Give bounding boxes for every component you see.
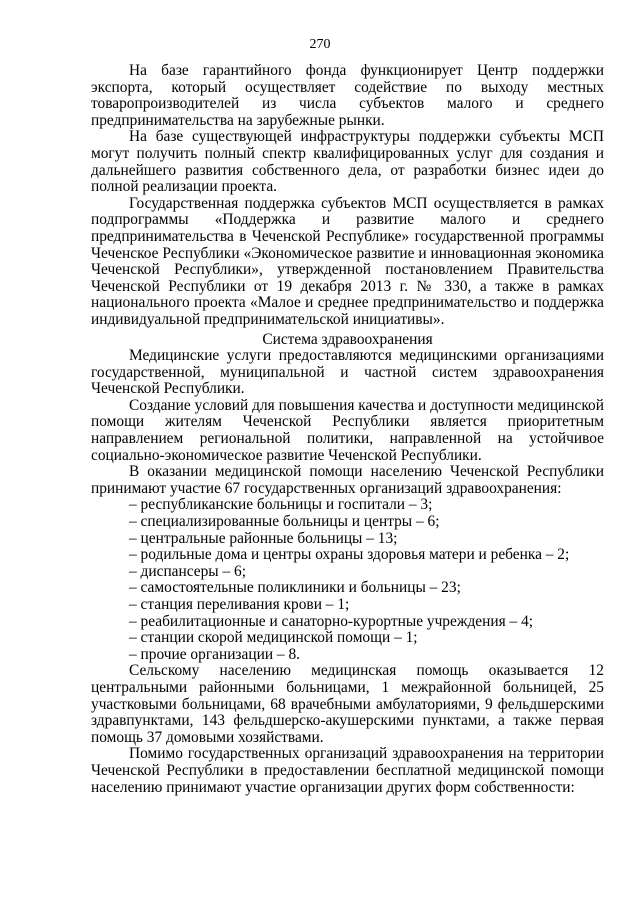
- paragraph-state-organizations: В оказании медицинской помощи населению Чеченской Республики принимают участие 67 государственных организаций здравоохранения:: [91, 463, 604, 497]
- section-heading-healthcare: Система здравоохранения: [262, 330, 433, 348]
- list-item: – самостоятельные поликлиники и больницы – 23;: [129, 579, 461, 597]
- organizations-list: [91, 497, 604, 663]
- paragraph-state-support-program: Государственная поддержка субъектов МСП осуществляется в рамках подпрограммы «Поддержка и развитие малого и среднего предпринимательства в Чеченской Республике» государственной программы Чеченское Республики «Экономическое развитие и инновационная экономика Чеченской Республики», утвержденной постановлением Правительства Чеченской Республики от 19 декабря 2013 г. № 330, а также в рамках национального проекта «Малое и среднее предпринимательство и поддержка индивидуальной предпринимательской инициативы».: [91, 194, 604, 328]
- paragraph-quality-accessibility: Создание условий для повышения качества и доступности медицинской помощи жителям Чеченской Республики является приоритетным направлением региональной политики, направленной на устойчивое социально-экономическое развитие Чеченской Республики.: [91, 396, 604, 464]
- list-item: – станция переливания крови – 1;: [129, 596, 350, 613]
- paragraph-medical-services: Медицинские услуги предоставляются медицинскими организациями государственной, муниципальной и частной систем здравоохранения Чеченской Республики.: [91, 347, 604, 398]
- list-item: – диспансеры – 6;: [129, 562, 246, 580]
- paragraph-sme-infrastructure: На базе существующей инфраструктуры поддержки субъекты МСП могут получить полный спектр квалифицированных услуг для создания и дальнейшего развития собственного дела, от разработки бизнес идеи до полной реализации проекта.: [91, 128, 604, 196]
- page-number: 270: [309, 37, 331, 52]
- list-item: – республиканские больницы и госпитали – 3;: [129, 496, 433, 514]
- document-body: [91, 63, 604, 796]
- list-item: – реабилитационные и санаторно-курортные учреждения – 4;: [129, 612, 534, 630]
- list-item: – специализированные больницы и центры – 6;: [129, 513, 440, 531]
- list-item: – центральные районные больницы – 13;: [129, 529, 398, 547]
- paragraph-rural-care: Сельскому населению медицинская помощь оказывается 12 центральными районными больницами, 1 межрайонной больницей, 25 участковыми больницами, 68 врачебными амбулаториями, 9 фельдшерскими здравпунктами, 143 фельдшерско-акушерскими пунктами, а также первая помощь 37 домовыми хозяйствами.: [91, 662, 604, 746]
- list-item: – станции скорой медицинской помощи – 1;: [129, 629, 418, 647]
- paragraph-export-support-center: На базе гарантийного фонда функционирует Центр поддержки экспорта, который осуществляет содействие по выходу местных товаропроизводителей из числа субъектов малого и среднего предпринимательства на зарубежные рынки.: [91, 62, 604, 129]
- paragraph-other-ownership: Помимо государственных организаций здравоохранения на территории Чеченской Республики в предоставлении бесплатной медицинской помощи населению принимают участие организации других форм собственности:: [91, 745, 604, 796]
- list-item: – прочие организации – 8.: [129, 645, 300, 663]
- list-item: – родильные дома и центры охраны здоровья матери и ребенка – 2;: [129, 546, 570, 564]
